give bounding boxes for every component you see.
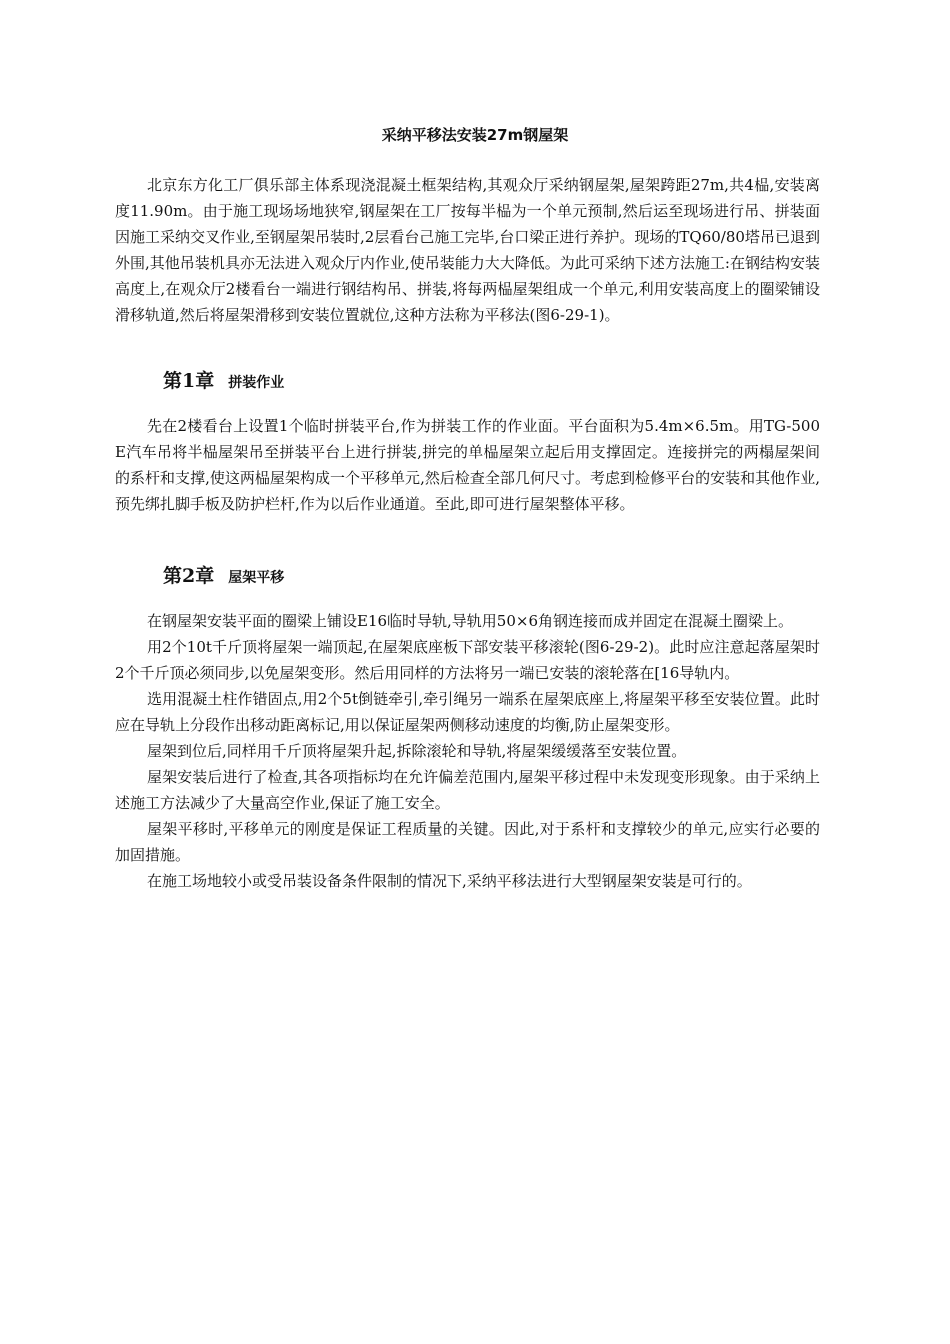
chapter-name: 拼装作业 xyxy=(228,375,285,391)
document-title: 采纳平移法安装27m钢屋架 xyxy=(381,126,569,144)
body-paragraph: 在钢屋架安装平面的圈梁上铺设E16临时导轨,导轨用50×6角钢连接而成并固定在混凝土圈梁上。 xyxy=(147,612,794,630)
body-paragraph: 先在2楼看台上设置1个临时拼装平台,作为拼装工作的作业面。平台面积为5.4m×6.5m。用TG-500E汽车吊将半榀屋架吊至拼装平台上进行拼装,拼完的单榀屋架立起后用支撑固定。连接拼完的两榻屋架间的系杆和支撑,使这两榀屋架构成一个平移单元,然后检查全部几何尺寸。考虑到检修平台的安装和其他作业,预先绑扎脚手板及防护栏杆,作为以后作业通道。至此,即可进行屋架整体平移。 xyxy=(115,417,820,513)
body-paragraph: 在施工场地较小或受吊装设备条件限制的情况下,采纳平移法进行大型钢屋架安装是可行的。 xyxy=(147,872,752,890)
chapter-2-heading xyxy=(163,563,284,591)
body-paragraph: 用2个10t千斤顶将屋架一端顶起,在屋架底座板下部安装平移滚轮(图6-29-2)。此时应注意起落屋架时2个千斤顶必须同步,以免屋架变形。然后用同样的方法将另一端已安装的滚轮落在[16导轨内。 xyxy=(115,638,820,682)
body-paragraph: 选用混凝土柱作错固点,用2个5t倒链牵引,牵引绳另一端系在屋架底座上,将屋架平移至安装位置。此时应在导轨上分段作出移动距离标记,用以保证屋架两侧移动速度的均衡,防止屋架变形。 xyxy=(115,690,820,734)
body-paragraph: 屋架到位后,同样用千斤顶将屋架升起,拆除滚轮和导轨,将屋架缓缓落至安装位置。 xyxy=(147,742,687,760)
chapter-1-body xyxy=(115,413,820,517)
chapter-number: 第1章 xyxy=(163,370,215,392)
body-paragraph: 屋架安装后进行了检查,其各项指标均在允许偏差范围内,屋架平移过程中未发现变形现象。由于采纳上述施工方法减少了大量高空作业,保证了施工安全。 xyxy=(115,768,820,812)
intro-paragraph: 北京东方化工厂俱乐部主体系现浇混凝土框架结构,其观众厅采纳钢屋架,屋架跨距27m,共4榀,安装离度11.90m。由于施工现场场地狭窄,钢屋架在工厂按每半榀为一个单元预制,然后运至现场进行吊、拼装面因施工采纳交叉作业,至钢屋架吊装时,2层看台己施工完毕,台口梁正进行养护。现场的TQ60/80塔吊已退到外围,其他吊装机具亦无法进入观众厅内作业,使吊装能力大大降低。为此可采纳下述方法施工:在钢结构安装高度上,在观众厅2楼看台一端进行钢结构吊、拼装,将每两榀屋架组成一个单元,利用安装高度上的圈梁铺设滑移轨道,然后将屋架滑移到安装位置就位,这种方法称为平移法(图6-29-1)。 xyxy=(115,176,820,324)
chapter-1-heading xyxy=(163,368,284,396)
intro-section xyxy=(115,172,820,328)
chapter-number: 第2章 xyxy=(163,565,215,587)
chapter-name: 屋架平移 xyxy=(228,570,285,586)
body-paragraph: 屋架平移时,平移单元的刚度是保证工程质量的关键。因此,对于系杆和支撑较少的单元,应实行必要的加固措施。 xyxy=(115,820,820,864)
chapter-2-body xyxy=(115,608,820,894)
